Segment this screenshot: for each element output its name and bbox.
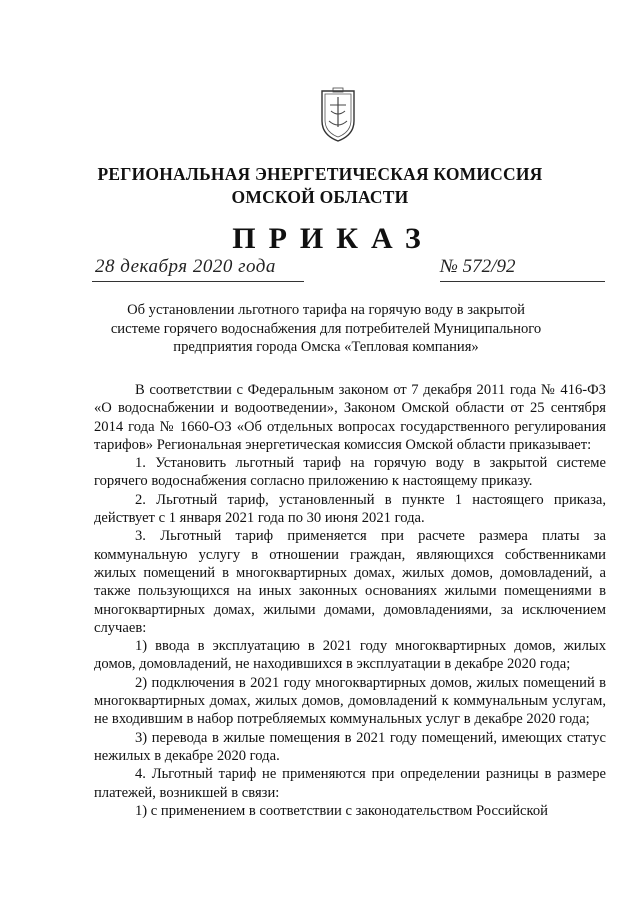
clause-3-subitem-3: 3) перевода в жилые помещения в 2021 году помещений, имеющих статус нежилых в декабре 2020 года. <box>94 729 606 764</box>
commission-name-line1: РЕГИОНАЛЬНАЯ ЭНЕРГЕТИЧЕСКАЯ КОМИССИЯ <box>97 164 543 184</box>
clause-4-subitem-1: 1) с применением в соответствии с законодательством Российской <box>135 802 548 819</box>
clause-3: 3. Льготный тариф применяется при расчете размера платы за коммунальную услугу в отношении граждан, являющихся собственниками жилых помещений в многоквартирных домах, жилых домов, домовладений, а также пользующихся на иных законных основаниях жилыми помещениями в многоквартирных домах, жилыми домами, домовладениями, за исключением случаев: <box>94 528 606 636</box>
preamble-paragraph: В соответствии с Федеральным законом от 7 декабря 2011 года № 416-ФЗ «О водоснабжении и водоотведении», Законом Омской области от 25 сентября 2014 года № 1660-ОЗ «Об отдельных вопросах государственного регулирования тарифов» Региональная энергетическая комиссия Омской области приказывает: <box>94 382 606 453</box>
clause-2: 2. Льготный тариф, установленный в пункте 1 настоящего приказа, действует с 1 января 2021 года по 30 июня 2021 года. <box>94 491 606 527</box>
clause-1: 1. Установить льготный тариф на горячую воду в закрытой системе горячего водоснабжения согласно приложению к настоящему приказу. <box>94 455 606 490</box>
subject-line: системе горячего водоснабжения для потребителей Муниципального <box>110 320 542 337</box>
clause-3-subitem-1: 1) ввода в эксплуатацию в 2021 году многоквартирных домов, жилых домов, домовладений, не находившихся в эксплуатации в декабре 2020 года; <box>94 638 606 673</box>
clause-4: 4. Льготный тариф не применяются при определении разницы в размере платежей, возникшей в связи: <box>94 766 606 801</box>
number-underline <box>440 281 605 282</box>
date-underline <box>92 281 304 282</box>
commission-name-line2: ОМСКОЙ ОБЛАСТИ <box>231 187 409 207</box>
document-type-title: ПРИКАЗ <box>232 222 434 255</box>
subject-line: Об установлении льготного тарифа на горячую воду в закрытой <box>127 302 525 318</box>
order-body <box>94 381 606 820</box>
subject-line: предприятия города Омска «Тепловая компания» <box>173 339 479 355</box>
order-number: № 572/92 <box>440 256 516 277</box>
clause-3-subitem-2: 2) подключения в 2021 году многоквартирных домов, жилых помещений в многоквартирных домах, жилых домов, домовладений к коммунальным услугам, не входившим в набор потребляемых коммунальных услуг в декабре 2020 года; <box>94 674 606 728</box>
order-date: 28 декабря 2020 года <box>95 256 276 277</box>
omsk-coat-of-arms-icon <box>318 87 358 143</box>
order-subject <box>100 301 552 357</box>
